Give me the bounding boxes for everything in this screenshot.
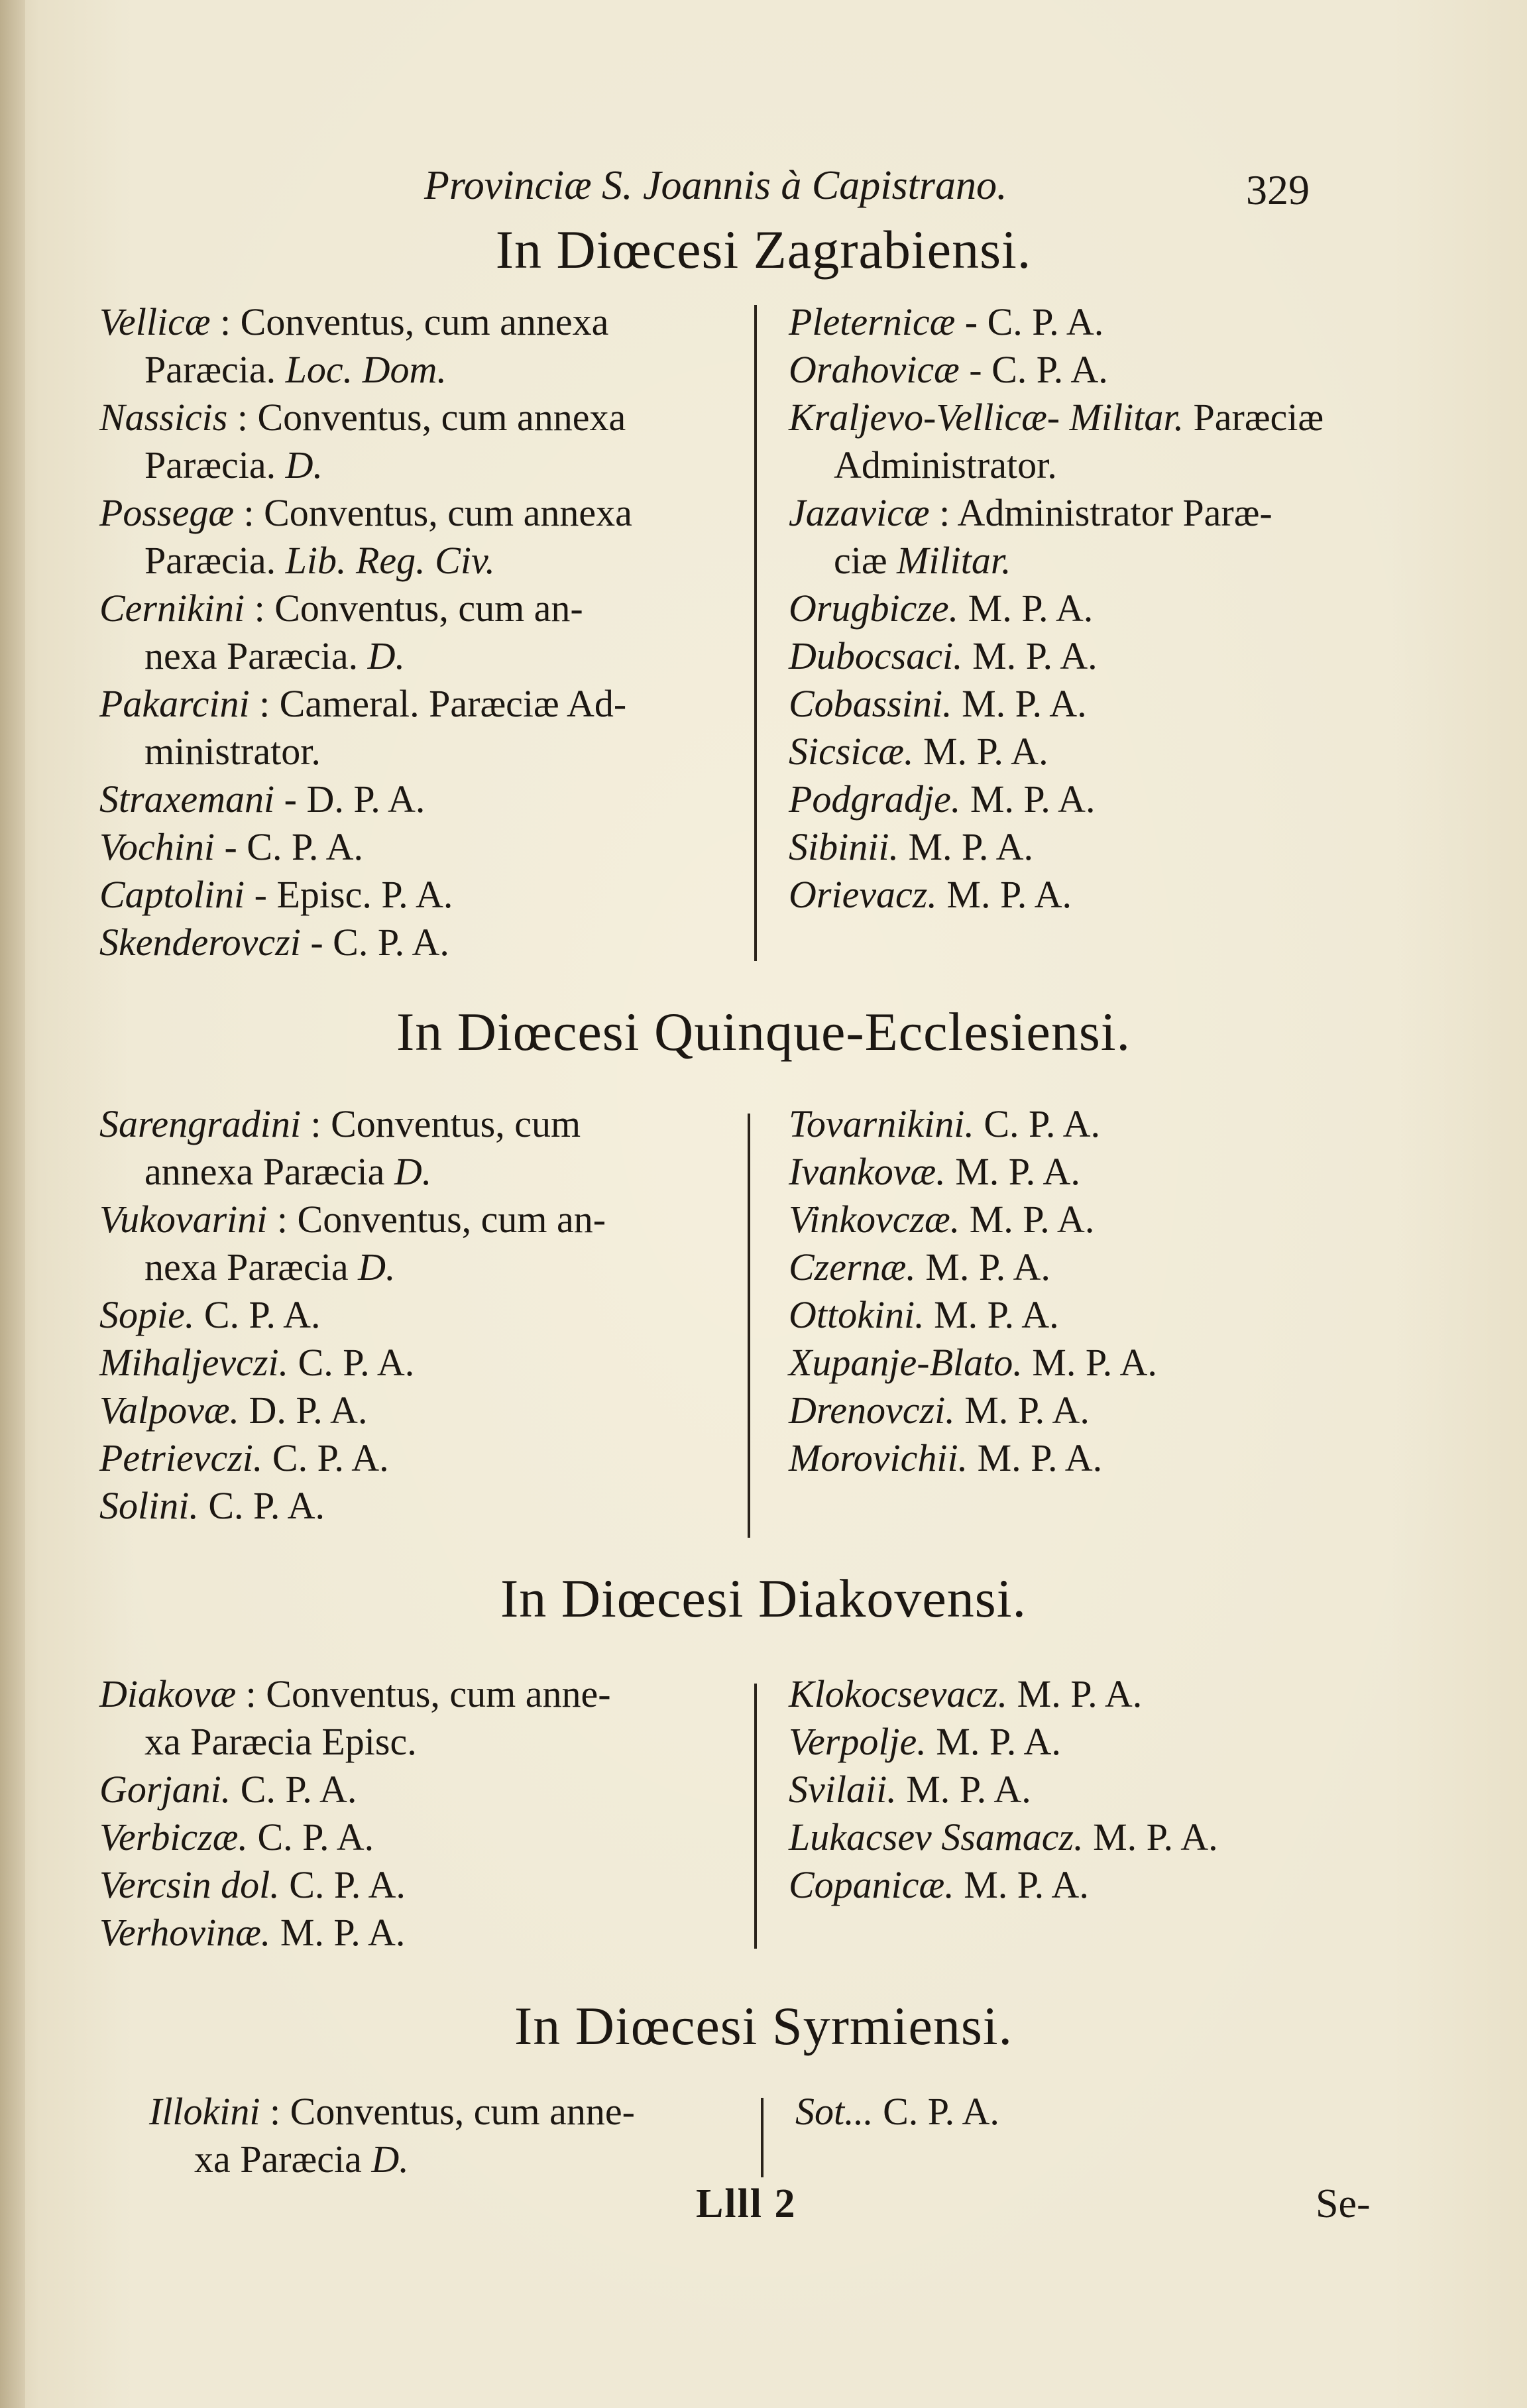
entry-annotation: D. — [371, 2138, 409, 2181]
list-item — [99, 1100, 606, 1196]
section-syrmiensi-left-column — [149, 2088, 635, 2183]
list-item — [789, 1766, 1218, 1813]
entry-continuation: xa Paræcia — [194, 2138, 362, 2181]
entry-text: : Conventus, cum an- — [276, 1198, 606, 1241]
entry-text: : Conventus, cum annexa — [220, 300, 609, 343]
section-diakovensi-right-column — [789, 1670, 1218, 1909]
place-name: Copanicæ. — [789, 1863, 954, 1906]
entry-text: : Cameral. Paræciæ Ad- — [259, 682, 627, 725]
entry-text: : Conventus, cum annexa — [237, 396, 626, 439]
entry-text: : Conventus, cum annexa — [243, 491, 632, 534]
entry-text: C. P. A. — [203, 1293, 321, 1336]
list-item — [789, 775, 1324, 823]
running-head: Provinciæ S. Joannis à Capistrano. — [424, 163, 1007, 208]
entry-text: M. P. A. — [946, 873, 1072, 916]
entry-text: M. P. A. — [1017, 1672, 1143, 1715]
entry-text: C. P. A. — [240, 1768, 357, 1811]
place-name: Cernikini — [99, 587, 245, 630]
page-number: 329 — [1246, 166, 1310, 213]
place-name: Vochini — [99, 825, 215, 868]
place-name: Pakarcini — [99, 682, 250, 725]
entry-text: C. P. A. — [298, 1341, 415, 1384]
place-name: Ivankovæ. — [789, 1150, 946, 1193]
entry-continuation: Administrator. — [834, 443, 1057, 487]
entry-continuation: nexa Paræcia. — [144, 634, 359, 677]
entry-text: M. P. A. — [962, 682, 1087, 725]
entry-annotation: D. — [394, 1150, 432, 1193]
entry-text: M. P. A. — [1093, 1815, 1218, 1859]
section-title-syrmiensi: In Diœcesi Syrmiensi. — [514, 1996, 1013, 2056]
entry-continuation: nexa Paræcia — [144, 1245, 349, 1289]
place-name: Orugbicze. — [789, 587, 959, 630]
list-item — [789, 1434, 1157, 1482]
list-item — [789, 1196, 1157, 1243]
entry-annotation: Lib. Reg. Civ. — [285, 539, 495, 582]
section-quinque-ecclesiensi-left-column — [99, 1100, 606, 1530]
place-name: Vellicæ — [99, 300, 211, 343]
entry-text: M. P. A. — [936, 1720, 1061, 1763]
entry-text: M. P. A. — [908, 825, 1034, 868]
list-item — [99, 1766, 611, 1813]
entry-continuation: ciæ — [834, 539, 887, 582]
list-item — [99, 394, 632, 489]
entry-annotation: Militar. — [897, 539, 1011, 582]
entry-text: - C. P. A. — [969, 348, 1108, 391]
column-divider — [754, 1684, 757, 1949]
list-item — [99, 680, 632, 775]
list-item — [789, 489, 1324, 585]
entry-text: M. P. A. — [1032, 1341, 1157, 1384]
list-item — [99, 298, 632, 394]
entry-continuation: annexa Paræcia — [144, 1150, 385, 1193]
entry-text: M. P. A. — [970, 777, 1096, 821]
entry-text: M. P. A. — [925, 1245, 1050, 1289]
section-diakovensi-left-column — [99, 1670, 611, 1957]
list-item — [99, 1861, 611, 1909]
list-item — [99, 1291, 606, 1339]
entry-text: M. P. A. — [906, 1768, 1031, 1811]
signature-mark: Llll 2 — [696, 2181, 797, 2226]
place-name: Dubocsaci. — [789, 634, 963, 677]
place-name: Verhovinæ. — [99, 1911, 271, 1954]
entry-annotation: D. — [285, 443, 323, 487]
entry-text: M. P. A. — [969, 1198, 1095, 1241]
entry-continuation: Paræcia. — [144, 348, 276, 391]
list-item — [99, 919, 632, 966]
entry-text: D. P. A. — [249, 1389, 368, 1432]
entry-text: - D. P. A. — [284, 777, 425, 821]
list-item — [789, 1148, 1157, 1196]
list-item — [149, 2088, 635, 2183]
entry-text: Paræciæ — [1193, 396, 1324, 439]
place-name: Lukacsev Ssamacz. — [789, 1815, 1084, 1859]
place-name: Straxemani — [99, 777, 275, 821]
place-name: Kraljevo-Vellicæ- Militar. — [789, 396, 1184, 439]
place-name: Valpovæ. — [99, 1389, 240, 1432]
place-name: Drenovczi. — [789, 1389, 955, 1432]
entry-text: M. P. A. — [977, 1436, 1103, 1479]
list-item — [789, 1387, 1157, 1434]
place-name: Sopie. — [99, 1293, 195, 1336]
entry-continuation: Paræcia. — [144, 539, 276, 582]
place-name: Diakovæ — [99, 1672, 237, 1715]
entry-text: - C. P. A. — [224, 825, 363, 868]
entry-text: C. P. A. — [289, 1863, 406, 1906]
entry-text: - C. P. A. — [964, 300, 1104, 343]
entry-text: : Conventus, cum anne- — [270, 2090, 635, 2133]
section-quinque-ecclesiensi-right-column — [789, 1100, 1157, 1482]
entry-text: - C. P. A. — [310, 921, 449, 964]
column-divider — [761, 2098, 764, 2177]
entry-text: M. P. A. — [964, 1389, 1090, 1432]
entry-text: : Conventus, cum — [310, 1102, 581, 1145]
entry-continuation: ministrator. — [144, 730, 321, 773]
entry-text: : Administrator Paræ- — [939, 491, 1272, 534]
place-name: Sot... — [795, 2090, 874, 2133]
place-name: Petrievczi. — [99, 1436, 263, 1479]
entry-text: C. P. A. — [984, 1102, 1101, 1145]
list-item — [99, 1434, 606, 1482]
entry-text: M. P. A. — [964, 1863, 1089, 1906]
place-name: Mihaljevczi. — [99, 1341, 289, 1384]
entry-text: M. P. A. — [923, 730, 1048, 773]
place-name: Sarengradini — [99, 1102, 301, 1145]
list-item — [99, 1196, 606, 1291]
entry-continuation: xa Paræcia Episc. — [144, 1720, 417, 1763]
place-name: Orievacz. — [789, 873, 937, 916]
place-name: Jazavicæ — [789, 491, 930, 534]
list-item — [99, 585, 632, 680]
entry-text: : Conventus, cum an- — [254, 587, 583, 630]
list-item — [789, 1670, 1218, 1718]
place-name: Tovarnikini. — [789, 1102, 974, 1145]
entry-continuation: Paræcia. — [144, 443, 276, 487]
place-name: Xupanje-Blato. — [789, 1341, 1023, 1384]
list-item — [99, 489, 632, 585]
place-name: Cobassini. — [789, 682, 952, 725]
column-divider — [748, 1114, 750, 1538]
place-name: Gorjani. — [99, 1768, 231, 1811]
catchword: Se- — [1316, 2181, 1371, 2226]
place-name: Klokocsevacz. — [789, 1672, 1008, 1715]
place-name: Czernæ. — [789, 1245, 916, 1289]
place-name: Sibinii. — [789, 825, 899, 868]
list-item — [789, 1813, 1218, 1861]
place-name: Possegæ — [99, 491, 234, 534]
place-name: Solini. — [99, 1484, 199, 1527]
column-divider — [754, 305, 757, 961]
entry-annotation: Loc. Dom. — [285, 348, 447, 391]
entry-text: M. P. A. — [968, 587, 1094, 630]
list-item — [789, 728, 1324, 775]
list-item — [789, 346, 1324, 394]
list-item — [789, 632, 1324, 680]
entry-text: - Episc. P. A. — [254, 873, 453, 916]
section-syrmiensi-right-column — [795, 2088, 999, 2136]
place-name: Skenderovczi — [99, 921, 301, 964]
entry-annotation: D. — [358, 1245, 396, 1289]
entry-text: C. P. A. — [208, 1484, 325, 1527]
entry-text: : Conventus, cum anne- — [245, 1672, 611, 1715]
place-name: Podgradje. — [789, 777, 961, 821]
entry-annotation: D. — [367, 634, 405, 677]
place-name: Verpolje. — [789, 1720, 927, 1763]
section-zagrabiensi-left-column — [99, 298, 632, 966]
place-name: Morovichii. — [789, 1436, 968, 1479]
list-item — [99, 775, 632, 823]
list-item — [789, 394, 1324, 489]
place-name: Illokini — [149, 2090, 260, 2133]
place-name: Vukovarini — [99, 1198, 268, 1241]
list-item — [789, 871, 1324, 919]
list-item — [789, 1861, 1218, 1909]
list-item — [789, 1339, 1157, 1387]
place-name: Svilaii. — [789, 1768, 897, 1811]
section-title-zagrabiensi: In Diœcesi Zagrabiensi. — [495, 219, 1032, 280]
place-name: Ottokini. — [789, 1293, 925, 1336]
list-item — [789, 1100, 1157, 1148]
place-name: Verbiczæ. — [99, 1815, 248, 1859]
section-title-quinque-ecclesiensi: In Diœcesi Quinque-Ecclesiensi. — [396, 1002, 1131, 1062]
place-name: Vinkovczæ. — [789, 1198, 960, 1241]
list-item — [99, 1813, 611, 1861]
list-item — [99, 871, 632, 919]
list-item — [99, 1909, 611, 1957]
list-item — [99, 1339, 606, 1387]
entry-text: M. P. A. — [280, 1911, 406, 1954]
entry-text: M. P. A. — [955, 1150, 1080, 1193]
list-item — [789, 1243, 1157, 1291]
entry-text: M. P. A. — [934, 1293, 1059, 1336]
list-item — [99, 1482, 606, 1530]
list-item — [795, 2088, 999, 2136]
section-zagrabiensi-right-column — [789, 298, 1324, 919]
entry-text: M. P. A. — [972, 634, 1098, 677]
section-title-diakovensi: In Diœcesi Diakovensi. — [500, 1568, 1027, 1629]
list-item — [99, 1387, 606, 1434]
list-item — [99, 1670, 611, 1766]
entry-text: C. P. A. — [272, 1436, 389, 1479]
place-name: Vercsin dol. — [99, 1863, 280, 1906]
list-item — [789, 298, 1324, 346]
place-name: Captolini — [99, 873, 245, 916]
place-name: Sicsicæ. — [789, 730, 914, 773]
entry-text: C. P. A. — [883, 2090, 999, 2133]
list-item — [789, 680, 1324, 728]
place-name: Orahovicæ — [789, 348, 960, 391]
list-item — [789, 1718, 1218, 1766]
list-item — [789, 1291, 1157, 1339]
place-name: Pleternicæ — [789, 300, 956, 343]
list-item — [789, 585, 1324, 632]
place-name: Nassicis — [99, 396, 228, 439]
list-item — [789, 823, 1324, 871]
list-item — [99, 823, 632, 871]
entry-text: C. P. A. — [257, 1815, 374, 1859]
